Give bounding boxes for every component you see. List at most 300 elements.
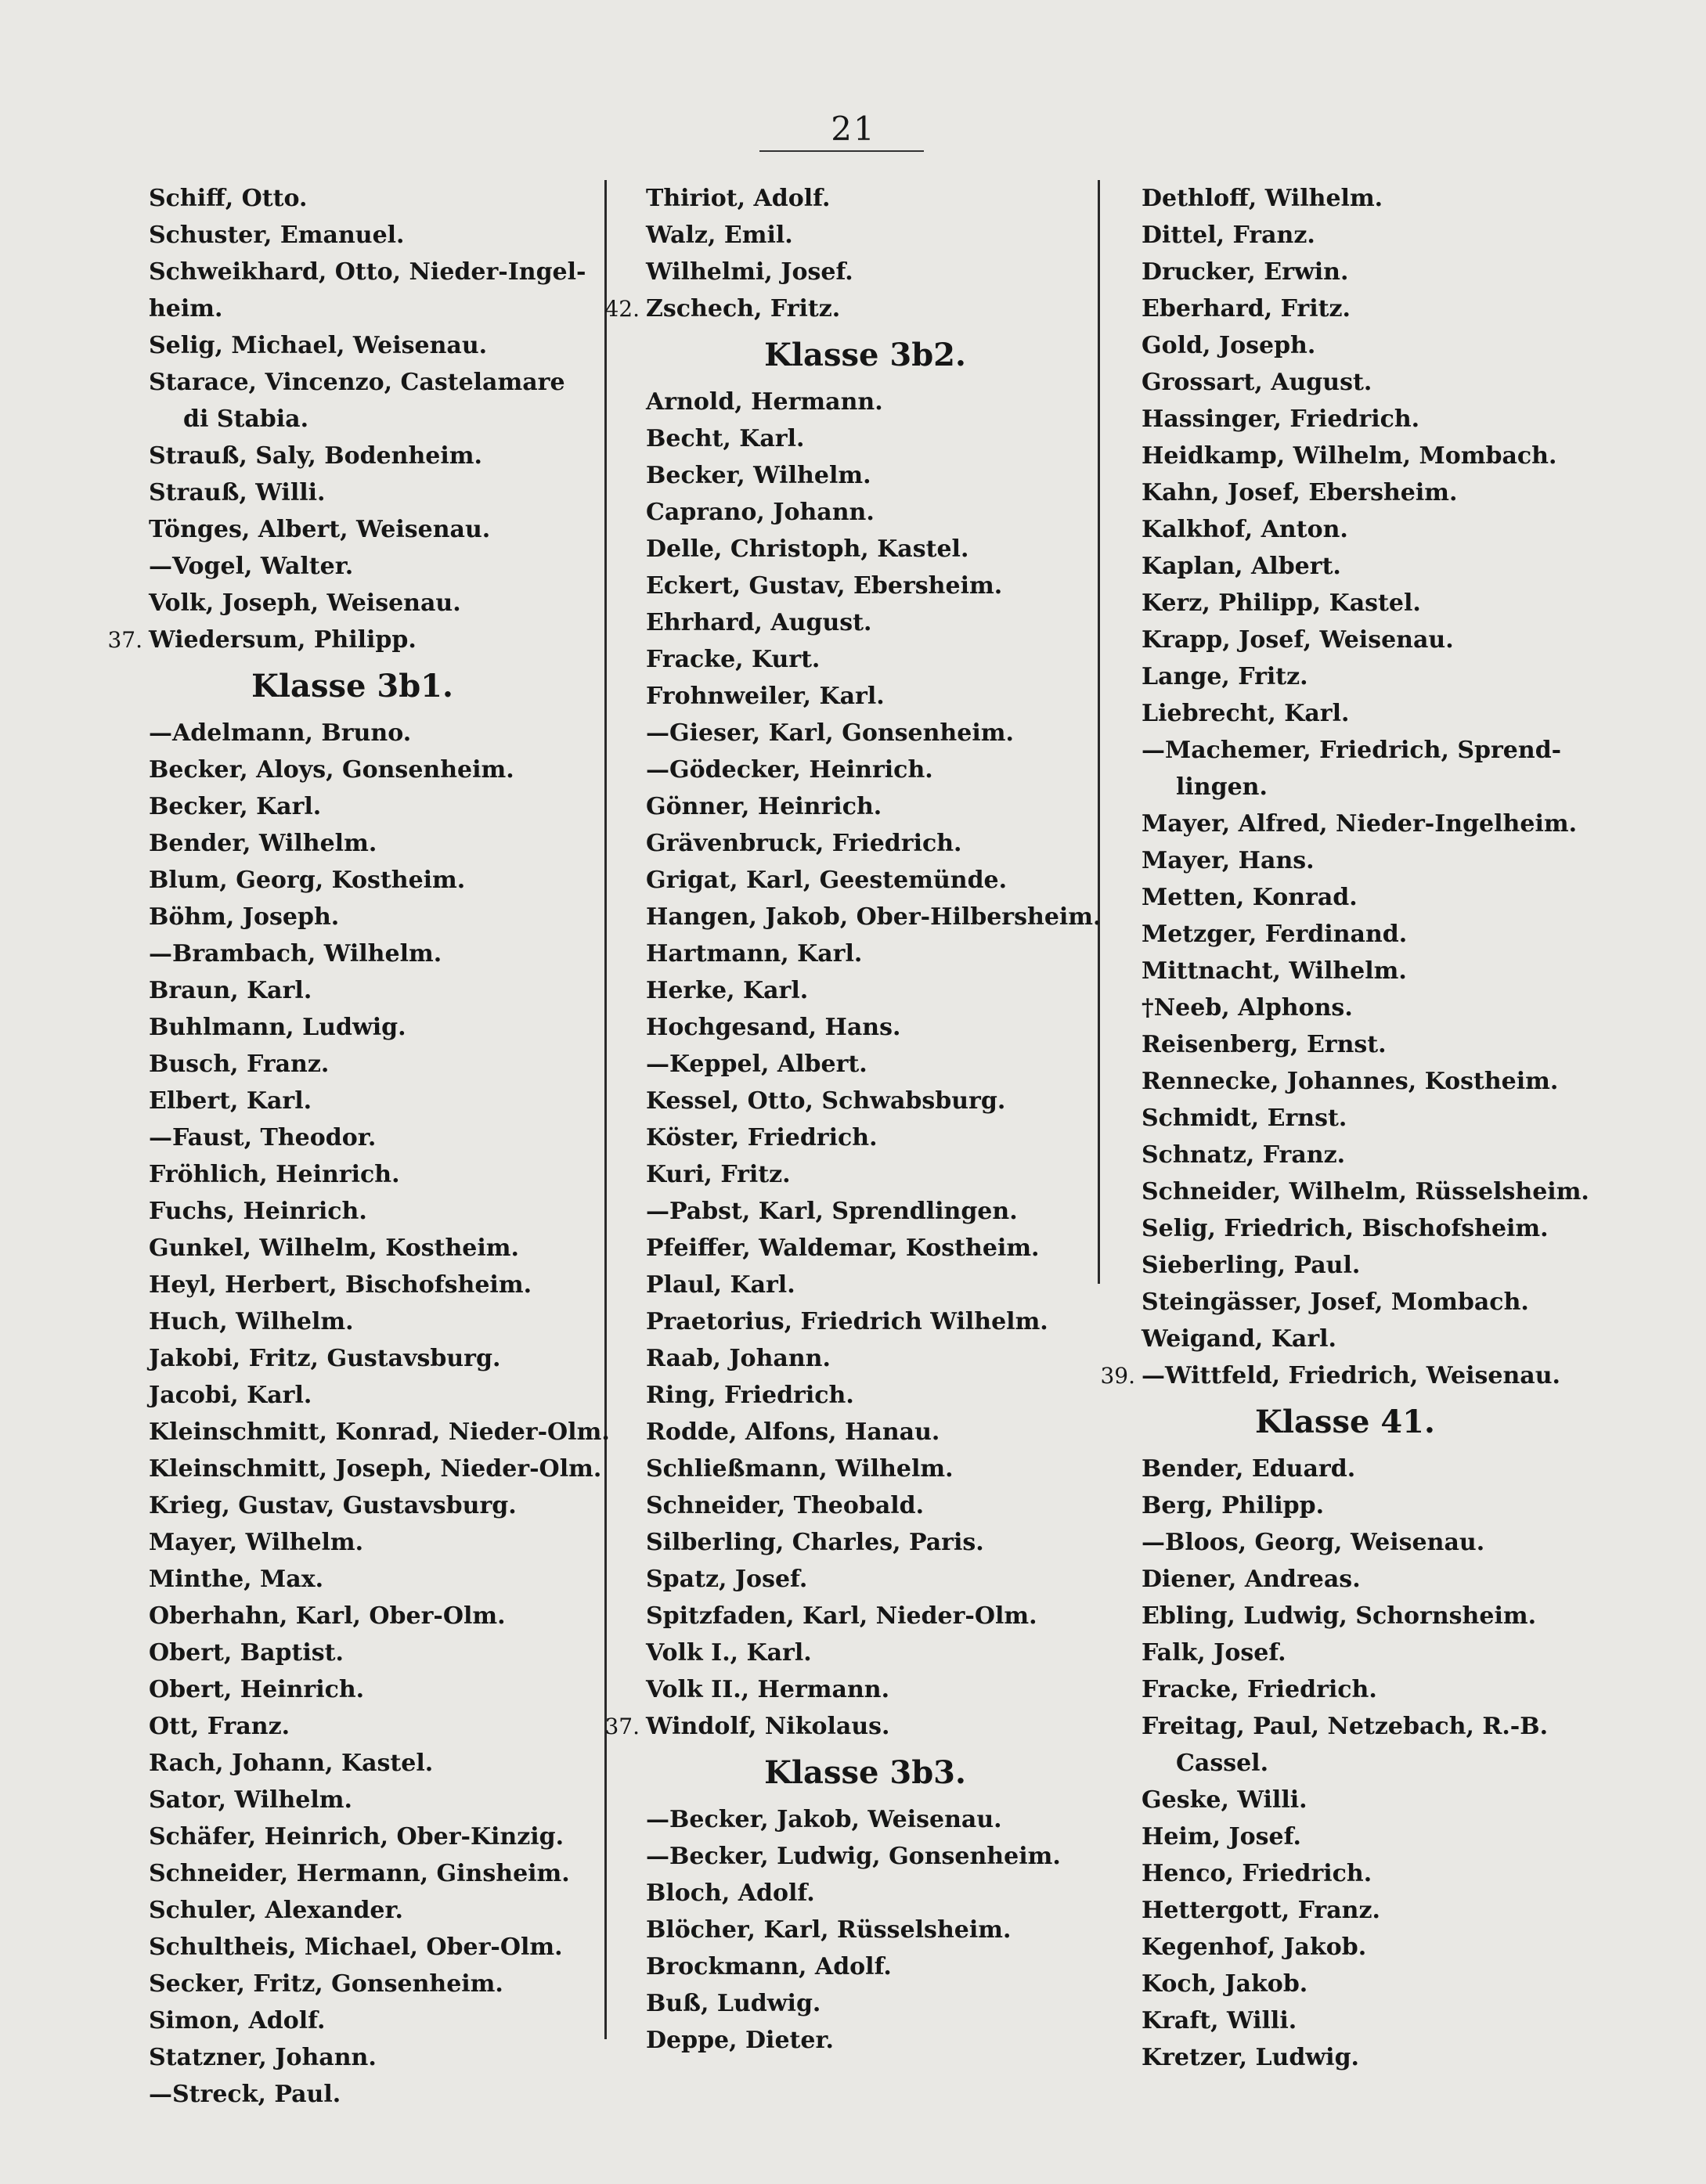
name-entry bbox=[1142, 916, 1580, 953]
class-heading-text: Klasse 41. bbox=[1255, 1404, 1435, 1440]
name-entry bbox=[646, 1801, 1084, 1838]
entry-text: Pfeiffer, Waldemar, Kostheim. bbox=[646, 1234, 1040, 1262]
entry-text: Starace, Vincenzo, Castelamare bbox=[149, 369, 565, 396]
entry-text: Silberling, Charles, Paris. bbox=[646, 1529, 984, 1556]
entry-text: Grigat, Karl, Geestemünde. bbox=[646, 867, 1008, 894]
name-entry bbox=[646, 568, 1084, 604]
entry-text: Bloch, Adolf. bbox=[646, 1879, 815, 1907]
entry-text: Mayer, Alfred, Nieder-Ingelheim. bbox=[1142, 810, 1578, 838]
entry-text: Bender, Eduard. bbox=[1142, 1455, 1356, 1483]
name-entry bbox=[149, 1671, 579, 1708]
entry-text: Mayer, Hans. bbox=[1142, 847, 1315, 874]
entry-text: Obert, Heinrich. bbox=[149, 1676, 365, 1703]
name-entry bbox=[1142, 1598, 1580, 1634]
name-entry bbox=[149, 254, 586, 290]
name-entry bbox=[149, 327, 579, 364]
entry-text: Diener, Andreas. bbox=[1142, 1566, 1361, 1593]
name-entry bbox=[1142, 217, 1580, 254]
name-entry bbox=[149, 1598, 579, 1634]
name-entry bbox=[149, 825, 579, 862]
entry-text: Schweikhard, Otto, Nieder-Ingel- bbox=[149, 258, 586, 286]
entry-text: Freitag, Paul, Netzebach, R.-B. bbox=[1142, 1713, 1549, 1740]
name-entry bbox=[646, 180, 1084, 217]
name-entry bbox=[149, 180, 579, 217]
entry-text: Becker, Wilhelm. bbox=[646, 462, 871, 489]
name-entry bbox=[149, 1524, 579, 1561]
name-entry bbox=[149, 2076, 579, 2113]
entry-text: Gunkel, Wilhelm, Kostheim. bbox=[149, 1234, 519, 1262]
name-entry bbox=[1142, 805, 1580, 842]
entry-text: Krapp, Josef, Weisenau. bbox=[1142, 626, 1454, 654]
entry-text: Ott, Franz. bbox=[149, 1713, 290, 1740]
entry-text: Simon, Adolf. bbox=[149, 2007, 326, 2034]
name-entry bbox=[1142, 1451, 1580, 1487]
name-entry bbox=[149, 1451, 602, 1487]
entry-text: †Neeb, Alphons. bbox=[1142, 994, 1353, 1022]
entry-text: Windolf, Nikolaus. bbox=[646, 1713, 890, 1740]
entry-text: —Bloos, Georg, Weisenau. bbox=[1142, 1529, 1485, 1556]
entry-text: Heim, Josef. bbox=[1142, 1823, 1301, 1851]
name-entry bbox=[149, 1083, 579, 1119]
name-entry bbox=[646, 935, 1084, 972]
entry-text: Becht, Karl. bbox=[646, 425, 805, 452]
class-heading-text: Klasse 3b1. bbox=[251, 668, 453, 705]
name-entry bbox=[1142, 290, 1580, 327]
name-entry bbox=[1142, 769, 1580, 805]
entry-text: Strauß, Willi. bbox=[149, 479, 326, 506]
entry-text: Zschech, Fritz. bbox=[646, 295, 841, 323]
entry-text: Praetorius, Friedrich Wilhelm. bbox=[646, 1308, 1048, 1335]
name-entry bbox=[149, 585, 579, 622]
entry-text: —Keppel, Albert. bbox=[646, 1051, 867, 1078]
entry-text: Hettergott, Franz. bbox=[1142, 1897, 1380, 1924]
name-entry bbox=[646, 1561, 1084, 1598]
name-entry bbox=[646, 420, 1084, 457]
name-entry bbox=[646, 217, 1084, 254]
entry-text: Rodde, Alfons, Hanau. bbox=[646, 1418, 940, 1446]
name-entry bbox=[1142, 1561, 1580, 1598]
name-entry bbox=[646, 1083, 1084, 1119]
name-entry bbox=[646, 1524, 1084, 1561]
name-entry bbox=[646, 972, 1084, 1009]
entry-text: —Machemer, Friedrich, Sprend- bbox=[1142, 737, 1562, 764]
name-entry bbox=[1142, 327, 1580, 364]
page-number-rule bbox=[759, 150, 924, 152]
name-entry bbox=[1142, 180, 1580, 217]
entry-count-number: 37. bbox=[107, 627, 142, 653]
name-entry bbox=[1142, 1284, 1580, 1321]
column-left bbox=[107, 180, 610, 2113]
name-entry bbox=[646, 1671, 1084, 1708]
name-entry bbox=[646, 1634, 1084, 1671]
name-entry bbox=[646, 1948, 1084, 1985]
entry-text: Schuler, Alexander. bbox=[149, 1897, 404, 1924]
name-entry bbox=[149, 2039, 579, 2076]
name-entry bbox=[1142, 1929, 1580, 1966]
name-entry bbox=[149, 1119, 579, 1156]
entry-text: Ring, Friedrich. bbox=[646, 1382, 854, 1409]
name-entry bbox=[646, 254, 1084, 290]
entry-count-number: 42. bbox=[604, 296, 640, 322]
name-entry bbox=[149, 1009, 579, 1046]
name-entry bbox=[1142, 1210, 1580, 1247]
name-entry bbox=[149, 1818, 579, 1855]
name-entry bbox=[149, 548, 579, 585]
name-entry bbox=[1142, 622, 1580, 658]
column-divider-right bbox=[1098, 180, 1100, 1284]
name-entry bbox=[646, 641, 1084, 678]
entry-text: Volk, Joseph, Weisenau. bbox=[149, 589, 461, 617]
name-entry bbox=[1142, 1524, 1580, 1561]
entry-text: Schultheis, Michael, Ober-Olm. bbox=[149, 1934, 563, 1961]
entry-text: Fröhlich, Heinrich. bbox=[149, 1161, 400, 1188]
entry-count-number: 37. bbox=[604, 1714, 640, 1739]
name-entry bbox=[149, 1929, 579, 1966]
entry-text: Brockmann, Adolf. bbox=[646, 1953, 892, 1980]
name-entry bbox=[646, 1230, 1084, 1267]
entry-text: Schiff, Otto. bbox=[149, 185, 308, 212]
entry-text: Plaul, Karl. bbox=[646, 1271, 795, 1299]
entry-text: heim. bbox=[149, 295, 223, 323]
name-entry bbox=[1142, 732, 1580, 769]
name-entry bbox=[1142, 364, 1580, 401]
entry-text: Secker, Fritz, Gonsenheim. bbox=[149, 1970, 503, 1998]
entry-text: Schuster, Emanuel. bbox=[149, 222, 405, 249]
name-entry bbox=[646, 1598, 1084, 1634]
name-entry bbox=[1142, 1634, 1580, 1671]
name-entry bbox=[1100, 1357, 1580, 1394]
entry-text: Sator, Wilhelm. bbox=[149, 1786, 352, 1814]
entry-text: Metten, Konrad. bbox=[1142, 884, 1358, 911]
name-entry bbox=[1142, 401, 1580, 438]
name-entry bbox=[646, 1985, 1084, 2022]
name-entry bbox=[149, 788, 579, 825]
name-entry bbox=[1142, 1321, 1580, 1357]
entry-text: Dittel, Franz. bbox=[1142, 222, 1315, 249]
name-entry bbox=[646, 899, 1102, 935]
entry-text: Walz, Emil. bbox=[646, 222, 793, 249]
class-heading bbox=[149, 658, 556, 715]
entry-text: Ebling, Ludwig, Schornsheim. bbox=[1142, 1602, 1537, 1630]
entry-text: Fracke, Friedrich. bbox=[1142, 1676, 1377, 1703]
name-entry bbox=[149, 1193, 579, 1230]
name-entry bbox=[646, 1009, 1084, 1046]
name-entry bbox=[149, 1855, 579, 1892]
name-entry bbox=[646, 1303, 1084, 1340]
entry-text: —Gödecker, Heinrich. bbox=[646, 756, 933, 784]
entry-text: Falk, Josef. bbox=[1142, 1639, 1286, 1667]
name-entry bbox=[1142, 1818, 1580, 1855]
entry-text: Kleinschmitt, Konrad, Nieder-Olm. bbox=[149, 1418, 610, 1446]
entry-text: Deppe, Dieter. bbox=[646, 2027, 834, 2054]
entry-text: Rennecke, Johannes, Kostheim. bbox=[1142, 1068, 1559, 1095]
name-entry bbox=[646, 2022, 1084, 2059]
entry-text: Schmidt, Ernst. bbox=[1142, 1105, 1347, 1132]
name-entry bbox=[149, 217, 579, 254]
entry-text: Rach, Johann, Kastel. bbox=[149, 1750, 434, 1777]
entry-text: lingen. bbox=[1176, 773, 1268, 801]
name-entry bbox=[1142, 1173, 1589, 1210]
entry-text: Selig, Friedrich, Bischofsheim. bbox=[1142, 1215, 1549, 1242]
name-entry bbox=[646, 1193, 1084, 1230]
entry-text: Geske, Willi. bbox=[1142, 1786, 1307, 1814]
entry-text: Köster, Friedrich. bbox=[646, 1124, 878, 1151]
name-entry bbox=[646, 1119, 1084, 1156]
name-entry bbox=[604, 1708, 1084, 1745]
entry-text: Herke, Karl. bbox=[646, 977, 809, 1004]
entry-text: Kerz, Philipp, Kastel. bbox=[1142, 589, 1421, 617]
entry-text: Mittnacht, Wilhelm. bbox=[1142, 957, 1407, 985]
name-entry bbox=[1142, 438, 1580, 474]
entry-text: Selig, Michael, Weisenau. bbox=[149, 332, 488, 359]
name-entry bbox=[646, 1377, 1084, 1414]
entry-text: Eckert, Gustav, Ebersheim. bbox=[646, 572, 1003, 600]
name-entry bbox=[646, 751, 1084, 788]
entry-text: Jacobi, Karl. bbox=[149, 1382, 312, 1409]
name-entry bbox=[149, 1267, 579, 1303]
entry-text: —Wittfeld, Friedrich, Weisenau. bbox=[1142, 1362, 1560, 1389]
entry-text: Schließmann, Wilhelm. bbox=[646, 1455, 954, 1483]
name-entry bbox=[149, 438, 579, 474]
name-entry bbox=[1142, 1892, 1580, 1929]
entry-text: Buhlmann, Ludwig. bbox=[149, 1014, 406, 1041]
name-entry bbox=[1142, 879, 1580, 916]
name-entry bbox=[646, 1451, 1084, 1487]
name-entry bbox=[646, 1875, 1084, 1912]
name-entry bbox=[1142, 585, 1580, 622]
name-entry bbox=[149, 1156, 579, 1193]
entry-text: —Vogel, Walter. bbox=[149, 553, 354, 580]
entry-text: Gönner, Heinrich. bbox=[646, 793, 882, 820]
entry-text: Steingässer, Josef, Mombach. bbox=[1142, 1288, 1529, 1316]
name-entry bbox=[1142, 1487, 1580, 1524]
name-entry bbox=[1142, 1708, 1580, 1745]
name-entry bbox=[646, 1414, 1084, 1451]
name-entry bbox=[1142, 953, 1580, 989]
entry-text: Kalkhof, Anton. bbox=[1142, 516, 1348, 543]
entry-text: —Gieser, Karl, Gonsenheim. bbox=[646, 719, 1014, 747]
name-entry bbox=[149, 935, 579, 972]
name-entry bbox=[1142, 1782, 1580, 1818]
name-entry bbox=[646, 1487, 1084, 1524]
entry-text: Volk II., Hermann. bbox=[646, 1676, 890, 1703]
entry-text: Frohnweiler, Karl. bbox=[646, 683, 885, 710]
name-entry bbox=[646, 1912, 1084, 1948]
name-entry bbox=[1142, 1671, 1580, 1708]
name-entry bbox=[149, 2002, 579, 2039]
name-entry bbox=[149, 1340, 579, 1377]
entry-text: —Streck, Paul. bbox=[149, 2081, 341, 2108]
name-entry bbox=[1142, 1063, 1580, 1100]
entry-text: Schnatz, Franz. bbox=[1142, 1141, 1346, 1169]
entry-text: Dethloff, Wilhelm. bbox=[1142, 185, 1383, 212]
entry-text: Strauß, Saly, Bodenheim. bbox=[149, 442, 482, 470]
entry-text: Grossart, August. bbox=[1142, 369, 1372, 396]
entry-text: Fracke, Kurt. bbox=[646, 646, 821, 673]
name-entry bbox=[149, 1745, 579, 1782]
name-entry bbox=[1142, 511, 1580, 548]
name-entry bbox=[1142, 1855, 1580, 1892]
entry-text: Drucker, Erwin. bbox=[1142, 258, 1349, 286]
entry-text: Kessel, Otto, Schwabsburg. bbox=[646, 1087, 1006, 1115]
entry-text: —Adelmann, Bruno. bbox=[149, 719, 412, 747]
entry-text: Grävenbruck, Friedrich. bbox=[646, 830, 962, 857]
name-entry bbox=[149, 715, 579, 751]
name-entry bbox=[149, 290, 579, 327]
entry-text: Minthe, Max. bbox=[149, 1566, 324, 1593]
entry-text: Cassel. bbox=[1176, 1750, 1269, 1777]
name-entry bbox=[149, 1046, 579, 1083]
entry-text: Kaplan, Albert. bbox=[1142, 553, 1341, 580]
entry-text: —Becker, Jakob, Weisenau. bbox=[646, 1806, 1002, 1833]
column-middle bbox=[604, 180, 1102, 2059]
name-entry bbox=[646, 1156, 1084, 1193]
class-heading bbox=[1142, 1394, 1549, 1451]
entry-text: Kuri, Fritz. bbox=[646, 1161, 791, 1188]
entry-text: Blöcher, Karl, Rüsselsheim. bbox=[646, 1916, 1012, 1944]
class-heading-text: Klasse 3b3. bbox=[764, 1754, 966, 1791]
entry-text: Berg, Philipp. bbox=[1142, 1492, 1325, 1519]
entry-text: Spitzfaden, Karl, Nieder-Olm. bbox=[646, 1602, 1037, 1630]
entry-text: Arnold, Hermann. bbox=[646, 388, 883, 416]
name-entry bbox=[149, 474, 579, 511]
name-entry bbox=[646, 678, 1084, 715]
entry-text: Becker, Karl. bbox=[149, 793, 322, 820]
entry-count-number: 39. bbox=[1100, 1363, 1135, 1389]
entry-text: Wiedersum, Philipp. bbox=[149, 626, 417, 654]
entry-text: Reisenberg, Ernst. bbox=[1142, 1031, 1387, 1058]
name-entry bbox=[149, 1561, 579, 1598]
entry-text: Thiriot, Adolf. bbox=[646, 185, 831, 212]
name-entry bbox=[149, 1377, 579, 1414]
name-entry bbox=[646, 1340, 1084, 1377]
name-entry bbox=[1142, 1247, 1580, 1284]
name-entry bbox=[1142, 548, 1580, 585]
entry-text: Schneider, Hermann, Ginsheim. bbox=[149, 1860, 570, 1887]
class-heading bbox=[646, 1745, 1084, 1801]
entry-text: Gold, Joseph. bbox=[1142, 332, 1316, 359]
entry-text: —Faust, Theodor. bbox=[149, 1124, 377, 1151]
entry-text: Böhm, Joseph. bbox=[149, 903, 340, 931]
entry-text: Huch, Wilhelm. bbox=[149, 1308, 354, 1335]
name-entry bbox=[1142, 989, 1580, 1026]
entry-text: Jakobi, Fritz, Gustavsburg. bbox=[149, 1345, 501, 1372]
entry-text: Eberhard, Fritz. bbox=[1142, 295, 1351, 323]
name-entry bbox=[1142, 254, 1580, 290]
entry-text: Weigand, Karl. bbox=[1142, 1325, 1336, 1353]
name-entry bbox=[149, 1487, 579, 1524]
name-entry bbox=[1142, 695, 1580, 732]
name-entry bbox=[646, 788, 1084, 825]
name-entry bbox=[1142, 2039, 1580, 2076]
name-entry bbox=[149, 1782, 579, 1818]
name-entry bbox=[149, 401, 579, 438]
entry-text: Lange, Fritz. bbox=[1142, 663, 1308, 690]
entry-text: Raab, Johann. bbox=[646, 1345, 831, 1372]
entry-text: Hartmann, Karl. bbox=[646, 940, 863, 968]
entry-text: Ehrhard, August. bbox=[646, 609, 872, 636]
name-entry bbox=[646, 715, 1084, 751]
entry-text: Kahn, Josef, Ebersheim. bbox=[1142, 479, 1458, 506]
entry-text: Heyl, Herbert, Bischofsheim. bbox=[149, 1271, 532, 1299]
entry-text: Wilhelmi, Josef. bbox=[646, 258, 853, 286]
entry-text: Kraft, Willi. bbox=[1142, 2007, 1297, 2034]
name-entry bbox=[149, 751, 579, 788]
name-entry bbox=[646, 457, 1084, 494]
name-entry bbox=[646, 494, 1084, 531]
name-entry bbox=[1142, 1745, 1580, 1782]
entry-text: Blum, Georg, Kostheim. bbox=[149, 867, 466, 894]
entry-text: di Stabia. bbox=[183, 405, 309, 433]
name-entry bbox=[149, 862, 579, 899]
entry-text: Kretzer, Ludwig. bbox=[1142, 2044, 1359, 2071]
name-entry bbox=[149, 1892, 579, 1929]
entry-text: Oberhahn, Karl, Ober-Olm. bbox=[149, 1602, 506, 1630]
entry-text: Braun, Karl. bbox=[149, 977, 312, 1004]
name-entry bbox=[604, 290, 1084, 327]
entry-text: Becker, Aloys, Gonsenheim. bbox=[149, 756, 514, 784]
entry-text: Sieberling, Paul. bbox=[1142, 1252, 1361, 1279]
entry-text: Krieg, Gustav, Gustavsburg. bbox=[149, 1492, 517, 1519]
name-entry bbox=[149, 1230, 579, 1267]
name-entry bbox=[1142, 1137, 1580, 1173]
entry-text: Elbert, Karl. bbox=[149, 1087, 312, 1115]
class-heading bbox=[646, 327, 1084, 384]
entry-text: Hassinger, Friedrich. bbox=[1142, 405, 1420, 433]
entry-text: Buß, Ludwig. bbox=[646, 1990, 821, 2017]
name-entry bbox=[646, 1046, 1084, 1083]
name-entry bbox=[149, 511, 579, 548]
column-right bbox=[1100, 180, 1589, 2076]
entry-text: Metzger, Ferdinand. bbox=[1142, 921, 1408, 948]
name-entry bbox=[1142, 1966, 1580, 2002]
entry-text: Henco, Friedrich. bbox=[1142, 1860, 1372, 1887]
name-entry bbox=[646, 825, 1084, 862]
entry-text: Obert, Baptist. bbox=[149, 1639, 344, 1667]
entry-text: Spatz, Josef. bbox=[646, 1566, 808, 1593]
entry-text: Kleinschmitt, Joseph, Nieder-Olm. bbox=[149, 1455, 602, 1483]
entry-text: Koch, Jakob. bbox=[1142, 1970, 1308, 1998]
name-entry bbox=[1142, 658, 1580, 695]
entry-text: Heidkamp, Wilhelm, Mombach. bbox=[1142, 442, 1557, 470]
page-number: 21 bbox=[831, 110, 876, 148]
name-entry bbox=[149, 972, 579, 1009]
name-entry bbox=[149, 364, 579, 401]
entry-text: Kegenhof, Jakob. bbox=[1142, 1934, 1367, 1961]
name-entry bbox=[646, 1267, 1084, 1303]
name-entry bbox=[149, 1634, 579, 1671]
name-entry bbox=[646, 531, 1084, 568]
entry-text: Tönges, Albert, Weisenau. bbox=[149, 516, 491, 543]
entry-text: Statzner, Johann. bbox=[149, 2044, 377, 2071]
entry-text: Caprano, Johann. bbox=[646, 499, 875, 526]
entry-text: —Becker, Ludwig, Gonsenheim. bbox=[646, 1843, 1061, 1870]
entry-text: Busch, Franz. bbox=[149, 1051, 330, 1078]
class-heading-text: Klasse 3b2. bbox=[764, 337, 966, 373]
entry-text: Schneider, Theobald. bbox=[646, 1492, 925, 1519]
name-entry bbox=[646, 862, 1084, 899]
entry-text: —Brambach, Wilhelm. bbox=[149, 940, 442, 968]
entry-text: —Pabst, Karl, Sprendlingen. bbox=[646, 1198, 1018, 1225]
name-entry bbox=[1142, 474, 1580, 511]
entry-text: Mayer, Wilhelm. bbox=[149, 1529, 364, 1556]
entry-text: Schneider, Wilhelm, Rüsselsheim. bbox=[1142, 1178, 1589, 1206]
name-entry bbox=[646, 1838, 1084, 1875]
entry-text: Hochgesand, Hans. bbox=[646, 1014, 901, 1041]
entry-text: Liebrecht, Karl. bbox=[1142, 700, 1350, 727]
name-entry bbox=[646, 604, 1084, 641]
name-entry bbox=[149, 1414, 610, 1451]
